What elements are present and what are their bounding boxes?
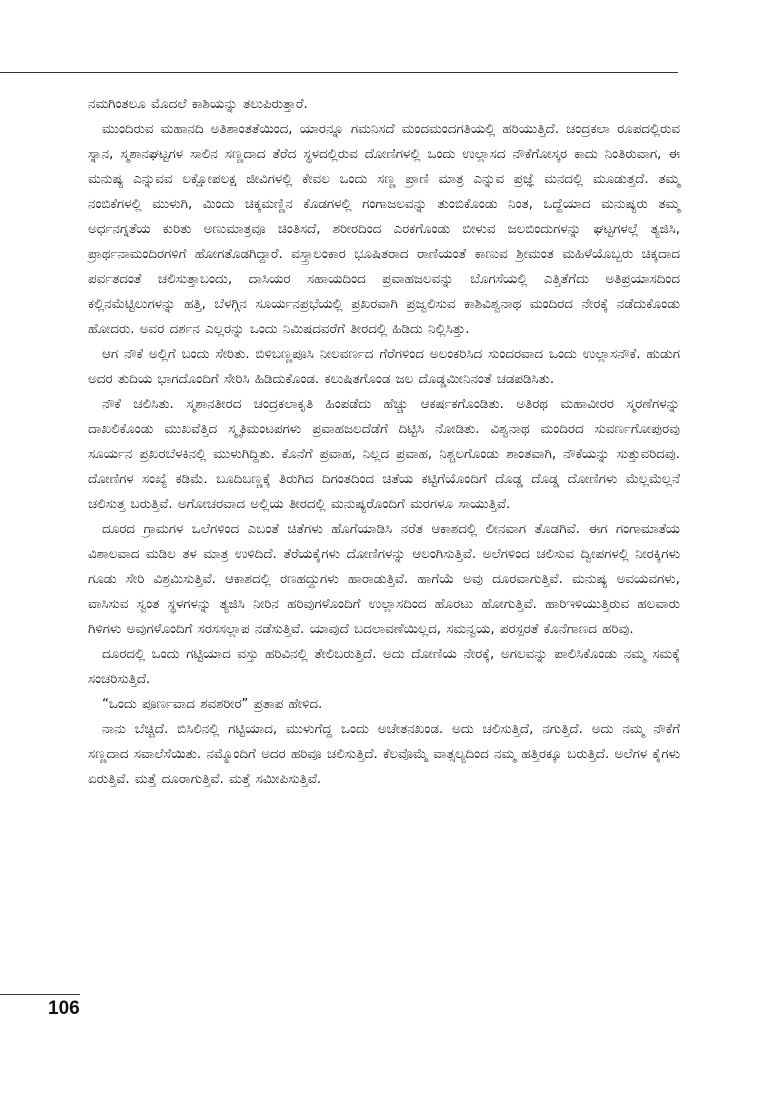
footer-rule [0, 994, 80, 995]
page-number: 106 [48, 998, 80, 1019]
paragraph-7: “ಒಂದು ಪೂರ್ಣವಾದ ಶವಶರೀರ” ಪ್ರತಾಪ ಹೇಳಿದ. [102, 697, 323, 712]
header-rule [0, 72, 678, 73]
paragraph-8: ನಾನು ಬೆಚ್ಚಿದೆ. ಬಿಸಿಲಿನಲ್ಲಿ ಗಟ್ಟಿಯಾದ, ಮುಳುಗೆದ್ದ ಒಂದು ಅಚೇತನಖಂಡ. ಅದು ಚಲಿಸುತ್ತಿದೆ, ನಗುತ್ತಿದೆ. ಅದು ನಮ್ಮ ನೌಕೆಗೆ ಸಣ್ಣದಾದ ಸವಾಲೆಸೆಯಿತು. ನಮ್ಮೊಂದಿಗೆ ಅದರ ಹರಿವೂ ಚಲಿಸುತ್ತಿದೆ. ಕೆಲವೊಮ್ಮೆ ವಾತ್ಸಲ್ಯದಿಂದ ನಮ್ಮ ಹತ್ತಿರಕ್ಕೂ ಬರುತ್ತಿದೆ. ಅಲೆಗಳ ಕೈಗಳು ಏರುತ್ತಿವೆ. ಮತ್ತೆ ದೂರಾಗುತ್ತಿವೆ. ಮತ್ತೆ ಸಮೀಪಿಸುತ್ತಿವೆ. [88, 722, 680, 787]
paragraph-6: ದೂರದಲ್ಲಿ ಒಂದು ಗಟ್ಟಿಯಾದ ವಸ್ತು ಹರಿವಿನಲ್ಲಿ ತೇಲಿಬರುತ್ತಿದೆ. ಅದು ದೋಣಿಯ ನೇರಕ್ಕೆ, ಅಗಲವನ್ನು ಪಾಲಿಸಿಕೊಂಡು ನಮ್ಮ ಸಮಕ್ಕೆ ಸಂಚರಿಸುತ್ತಿದೆ. [88, 647, 680, 687]
paragraph-2: ಮುಂದಿರುವ ಮಹಾನದಿ ಅತಿಶಾಂತತೆಯಿಂದ, ಯಾರನ್ನೂ ಗಮನಿಸದೆ ಮಂದಮಂದಗತಿಯಲ್ಲಿ ಹರಿಯುತ್ತಿದೆ. ಚಂದ್ರಕಲಾ ರೂಪದಲ್ಲಿರುವ ಸ್ನಾನ, ಸ್ಮಶಾನಘಟ್ಟಗಳ ಸಾಲಿನ ಸಣ್ಣದಾದ ತೆರೆದ ಸ್ಥಳದಲ್ಲಿರುವ ದೋಣಿಗಳಲ್ಲಿ ಒಂದು ಉಲ್ಲಾಸದ ನೌಕೆಗೋಸ್ಕರ ಕಾದು ನಿಂತಿರುವಾಗ, ಈ ಮನುಷ್ಯ ಎನ್ನುವವ ಲಕ್ಷೋಪಲಕ್ಷ ಜೀವಿಗಳಲ್ಲಿ ಕೇವಲ ಒಂದು ಸಣ್ಣ ಪ್ರಾಣಿ ಮಾತ್ರ ಎನ್ನುವ ಪ್ರಜ್ಞೆ ಮನದಲ್ಲಿ ಮೂಡುತ್ತದೆ. ತಮ್ಮ ನಂಬಿಕೆಗಳಲ್ಲಿ ಮುಳುಗಿ, ಮಿಂದು ಚಿಕ್ಕಮಣ್ಣಿನ ಕೊಡಗಳಲ್ಲಿ ಗಂಗಾಜಲವನ್ನು ತುಂಬಿಕೊಂಡು ನಿಂತ, ಒದ್ದೆಯಾದ ಮನುಷ್ಯರು ತಮ್ಮ ಅರ್ಧನಗ್ನತೆಯ ಕುರಿತು ಅಣುಮಾತ್ರವೂ ಚಿಂತಿಸದೆ, ಶರೀರದಿಂದ ಎರಕಗೊಂಡು ಬೀಳುವ ಜಲಬಿಂದುಗಳನ್ನು ಘಟ್ಟಗಳಲ್ಲೆ ತ್ಯಜಿಸಿ, ಪ್ರಾರ್ಥನಾಮಂದಿರಗಳಿಗೆ ಹೋಗತೊಡಗಿದ್ದಾರೆ. ವಸ್ತ್ರಾಲಂಕಾರ ಭೂಷಿತರಾದ ರಾಣಿಯಂತೆ ಕಾಣುವ ಶ್ರೀಮಂತ ಮಹಿಳೆಯೊಬ್ಬರು ಚಿಕ್ಕದಾದ ಪರ್ವತದಂತೆ ಚಲಿಸುತ್ತಾಬಂದು, ದಾಸಿಯರ ಸಹಾಯದಿಂದ ಪ್ರವಾಹಜಲವನ್ನು ಬೊಗಸೆಯಲ್ಲಿ ಎತ್ತಿತೆಗೆದು ಅತಿಪ್ರಯಾಸದಿಂದ ಕಲ್ಲಿನಮೆಟ್ಟಿಲುಗಳನ್ನು ಹತ್ತಿ, ಬೆಳಗ್ಗಿನ ಸೂರ್ಯನಪ್ರಭೆಯಲ್ಲಿ ಪ್ರಖರವಾಗಿ ಪ್ರಜ್ವಲಿಸುವ ಕಾಶಿವಿಶ್ವನಾಥ ಮಂದಿರದ ನೇರಕ್ಕೆ ನಡೆದುಕೊಂಡು ಹೋದರು. ಅವರ ದರ್ಶನ ಎಲ್ಲರನ್ನು ಒಂದು ನಿಮಿಷದವರೆಗೆ ತೀರದಲ್ಲಿ ಹಿಡಿದು ನಿಲ್ಲಿಸಿತ್ತು. [88, 122, 680, 337]
paragraph-3: ಆಗ ನೌಕೆ ಅಲ್ಲಿಗೆ ಬಂದು ಸೇರಿತು. ಬಿಳಿಬಣ್ಣಪೂಸಿ ನೀಲವರ್ಣದ ಗೆರೆಗಳಿಂದ ಅಲಂಕರಿಸಿದ ಸುಂದರವಾದ ಒಂದು ಉಲ್ಲಾಸನೌಕೆ. ಹುಡುಗ ಅದರ ತುದಿಯ ಭಾಗದೊಂದಿಗೆ ಸೇರಿಸಿ ಹಿಡಿದುಕೊಂಡ. ಕಲುಷಿತಗೊಂಡ ಜಲ ದೊಡ್ಡಮೀನಿನಂತೆ ಚಡಪಡಿಸಿತು. [88, 347, 680, 387]
paragraph-1: ನಮಗಿಂತಲೂ ಮೊದಲೆ ಕಾಶಿಯನ್ನು ತಲುಪಿರುತ್ತಾರೆ. [88, 97, 308, 112]
body-text [88, 92, 680, 792]
paragraph-5: ದೂರದ ಗ್ರಾಮಗಳ ಒಲೆಗಳಿಂದ ಎಬಂತೆ ಚಿತೆಗಳು ಹೊಗೆಯಾಡಿಸಿ ನರೆತ ಆಕಾಶದಲ್ಲಿ ಲೀನವಾಗ ತೊಡಗಿವೆ. ಈಗ ಗಂಗಾಮಾತೆಯ ವಿಶಾಲವಾದ ಮಡಿಲ ತಳ ಮಾತ್ರ ಉಳಿದಿದೆ. ತೆರೆಯಕೈಗಳು ದೋಣಿಗಳನ್ನು ಆಲಂಗಿಸುತ್ತಿವೆ. ಅಲೆಗಳಿಂದ ಚಲಿಸುವ ದ್ವೀಪಗಳಲ್ಲಿ ನೀರಕ್ಕಿಗಳು ಗೂಡು ಸೇರಿ ವಿಶ್ರಮಿಸುತ್ತಿವೆ. ಆಕಾಶದಲ್ಲಿ ರಣಹದ್ದುಗಳು ಹಾರಾಡುತ್ತಿವೆ. ಹಾಗೆಯೆ ಅವು ದೂರವಾಗುತ್ತಿವೆ. ಮನುಷ್ಯ ಅವಯವಗಳು, ವಾಸಿಸುವ ಸ್ವಂತ ಸ್ಥಳಗಳನ್ನು ತ್ಯಜಿಸಿ ನೀರಿನ ಹರಿವುಗಳೊಂದಿಗೆ ಉಲ್ಲಾಸದಿಂದ ಹೊರಟು ಹೋಗುತ್ತಿವೆ. ಹಾರಿಇಳಿಯುತ್ತಿರುವ ಹಲವಾರು ಗಿಳಿಗಳು ಅವುಗಳೊಂದಿಗೆ ಸರಸಸಲ್ಲಾಪ ನಡೆಸುತ್ತಿವೆ. ಯಾವುದೆ ಬದಲಾವಣೆಯಿಲ್ಲದ, ಸಮನ್ವಯ, ಪರಸ್ಪರತೆ ಕೊನೆಗಾಣದ ಹರಿವು. [88, 522, 680, 637]
paragraph-4: ನೌಕೆ ಚಲಿಸಿತು. ಸ್ಮಶಾನತೀರದ ಚಂದ್ರಕಲಾಕೃತಿ ಹಿಂಪಡೆದು ಹೆಚ್ಚು ಆಕರ್ಷಕಗೊಂಡಿತು. ಅತಿರಥ ಮಹಾವೀರರ ಸ್ಮರಣೆಗಳನ್ನು ದಾಖಲಿಕೊಂಡು ಮುಖವೆತ್ತಿದ ಸ್ಮೃತಿಮಂಟಪಗಳು ಪ್ರವಾಹಜಲದೆಡೆಗೆ ದಿಟ್ಟಿಸಿ ನೋಡಿತು. ವಿಶ್ವನಾಥ ಮಂದಿರದ ಸುವರ್ಣಗೋಪುರವು ಸೂರ್ಯನ ಪ್ರಖರಬೆಳಕಿನಲ್ಲಿ ಮುಳುಗಿದ್ದಿತು. ಕೊನೆಗೆ ಪ್ರವಾಹ, ನಿಲ್ಲದ ಪ್ರವಾಹ, ನಿಶ್ಚಲಗೊಂಡು ಶಾಂತವಾಗಿ, ನೌಕೆಯನ್ನು ಸುತ್ತುವರಿದವು. ದೋಣಿಗಳ ಸಂಖ್ಯೆ ಕಡಿಮೆ. ಬೂದಿಬಣ್ಣಕ್ಕೆ ತಿರುಗಿದ ದಿಗಂತದಿಂದ ಚಿತೆಯ ಕಟ್ಟಿಗೆಯೊಂದಿಗೆ ದೊಡ್ಡ ದೊಡ್ಡ ದೋಣಿಗಳು ಮೆಲ್ಲಮೆಲ್ಲನೆ ಚಲಿಸುತ್ತ ಬರುತ್ತಿವೆ. ಅಗೋಚರವಾದ ಅಲ್ಲಿಯ ತೀರದಲ್ಲಿ ಮನುಷ್ಯರೊಂದಿಗೆ ಮರಗಳೂ ಸಾಯುತ್ತಿವೆ. [88, 397, 680, 512]
